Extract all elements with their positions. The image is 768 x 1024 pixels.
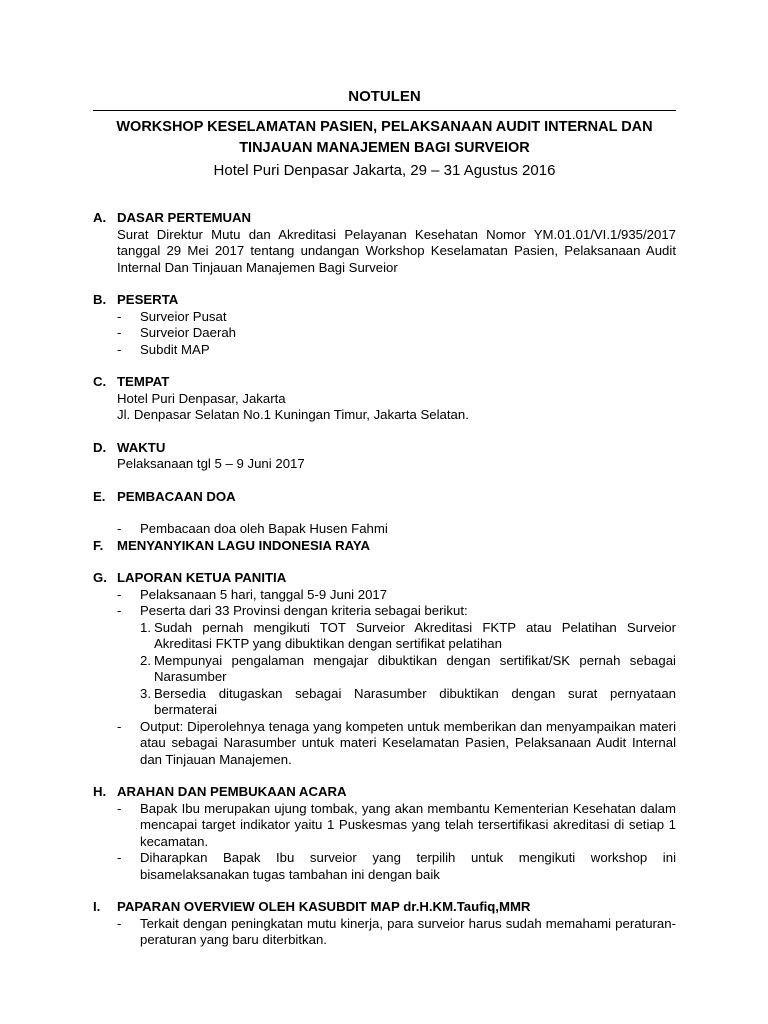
section-d bbox=[93, 440, 676, 473]
document-header bbox=[93, 86, 676, 182]
section-letter: B. bbox=[93, 292, 107, 307]
document-title: NOTULEN bbox=[348, 88, 421, 105]
list-item: - Diharapkan Bapak Ibu surveior yang terpilih untuk mengikuti workshop ini bisamelaksanakan tugas tambahan ini dengan baik bbox=[117, 850, 676, 883]
list-item: - Output: Diperolehnya tenaga yang kompeten untuk memberikan dan menyampaikan materi atau sebagai Narasumber untuk materi Keselamatan Pasien, Pelaksanaan Audit Internal dan Tinjauan Manajemen. bbox=[117, 719, 676, 769]
subtitle-line-1: WORKSHOP KESELAMATAN PASIEN, PELAKSANAAN AUDIT INTERNAL DAN bbox=[116, 119, 653, 135]
section-heading: MENYANYIKAN LAGU INDONESIA RAYA bbox=[117, 537, 371, 553]
section-g bbox=[93, 570, 676, 768]
list-item: - Pelaksanaan 5 hari, tanggal 5-9 Juni 2017 bbox=[117, 587, 676, 604]
section-letter: A. bbox=[93, 210, 107, 225]
section-letter: C. bbox=[93, 374, 107, 389]
section-heading: DASAR PERTEMUAN bbox=[117, 210, 252, 225]
list-item: - Subdit MAP bbox=[117, 342, 676, 359]
title-divider bbox=[93, 110, 676, 111]
section-heading: PAPARAN OVERVIEW OLEH KASUBDIT MAP dr.H.KM.Taufiq,MMR bbox=[117, 899, 531, 914]
list-item: - Surveior Pusat bbox=[117, 309, 676, 326]
minutes-body bbox=[93, 210, 676, 949]
section-heading: TEMPAT bbox=[117, 374, 170, 389]
venue-address: Jl. Denpasar Selatan No.1 Kuningan Timur, Jakarta Selatan. bbox=[117, 407, 469, 422]
criteria-item bbox=[140, 653, 676, 686]
list-item: - Terkait dengan peningkatan mutu kinerja, para surveior harus sudah memahami peraturan-peraturan yang baru diterbitkan. bbox=[117, 916, 676, 949]
section-letter: D. bbox=[93, 439, 107, 455]
section-a bbox=[93, 210, 676, 276]
section-letter: E. bbox=[93, 488, 106, 504]
section-body: Pelaksanaan tgl 5 – 9 Juni 2017 bbox=[117, 456, 305, 471]
section-letter: I. bbox=[93, 899, 101, 914]
section-heading: WAKTU bbox=[117, 439, 166, 455]
section-heading: ARAHAN DAN PEMBUKAAN ACARA bbox=[117, 784, 347, 799]
section-h bbox=[93, 784, 676, 883]
list-item: - Bapak Ibu merupakan ujung tombak, yang akan membantu Kementerian Kesehatan dalam mencapai target indikator yaitu 1 Puskesmas yang telah tersertifikasi akreditasi di setiap 1 kecamatan. bbox=[117, 801, 676, 851]
list-item: - Peserta dari 33 Provinsi dengan kriteria sebagai berikut: bbox=[117, 603, 676, 620]
subtitle-line-2: TINJAUAN MANAJEMEN BAGI SURVEIOR bbox=[239, 140, 530, 156]
section-body: Surat Direktur Mutu dan Akreditasi Pelayanan Kesehatan Nomor YM.01.01/VI.1/935/2017 tanggal 29 Mei 2017 tentang undangan Workshop Keselamatan Pasien, Pelaksanaan Audit Internal Dan Tinjauan Manajemen Bagi Surveior bbox=[117, 226, 676, 275]
venue-name: Hotel Puri Denpasar, Jakarta bbox=[117, 390, 286, 406]
criteria-text: Mempunyai pengalaman mengajar dibuktikan dengan sertifikat/SK pernah sebagai Narasumber bbox=[154, 652, 676, 684]
criteria-item bbox=[140, 686, 676, 719]
section-i bbox=[93, 899, 676, 949]
criteria-number: 3. bbox=[140, 685, 151, 701]
section-letter: G. bbox=[93, 570, 107, 585]
criteria-number: 2. bbox=[140, 652, 151, 668]
section-heading: PEMBACAAN DOA bbox=[117, 488, 236, 504]
section-c bbox=[93, 374, 676, 424]
section-heading: PESERTA bbox=[117, 292, 179, 307]
section-e bbox=[93, 489, 676, 538]
criteria-text: Bersedia ditugaskan sebagai Narasumber dibuktikan dengan surat pernyataan bermaterai bbox=[154, 685, 676, 717]
criteria-item bbox=[140, 620, 676, 653]
section-f bbox=[93, 538, 676, 555]
section-letter: H. bbox=[93, 784, 107, 799]
section-b bbox=[93, 292, 676, 358]
list-item: - Surveior Daerah bbox=[117, 325, 676, 342]
criteria-number: 1. bbox=[140, 619, 151, 635]
list-item: - Pembacaan doa oleh Bapak Husen Fahmi bbox=[117, 521, 676, 538]
venue-date: Hotel Puri Denpasar Jakarta, 29 – 31 Agustus 2016 bbox=[213, 162, 556, 179]
section-heading: LAPORAN KETUA PANITIA bbox=[117, 570, 287, 585]
criteria-text: Sudah pernah mengikuti TOT Surveior Akreditasi FKTP atau Pelatihan Surveior Akreditasi FKTP yang dibuktikan dengan sertifikat pelatihan bbox=[154, 619, 676, 651]
section-letter: F. bbox=[93, 537, 104, 553]
